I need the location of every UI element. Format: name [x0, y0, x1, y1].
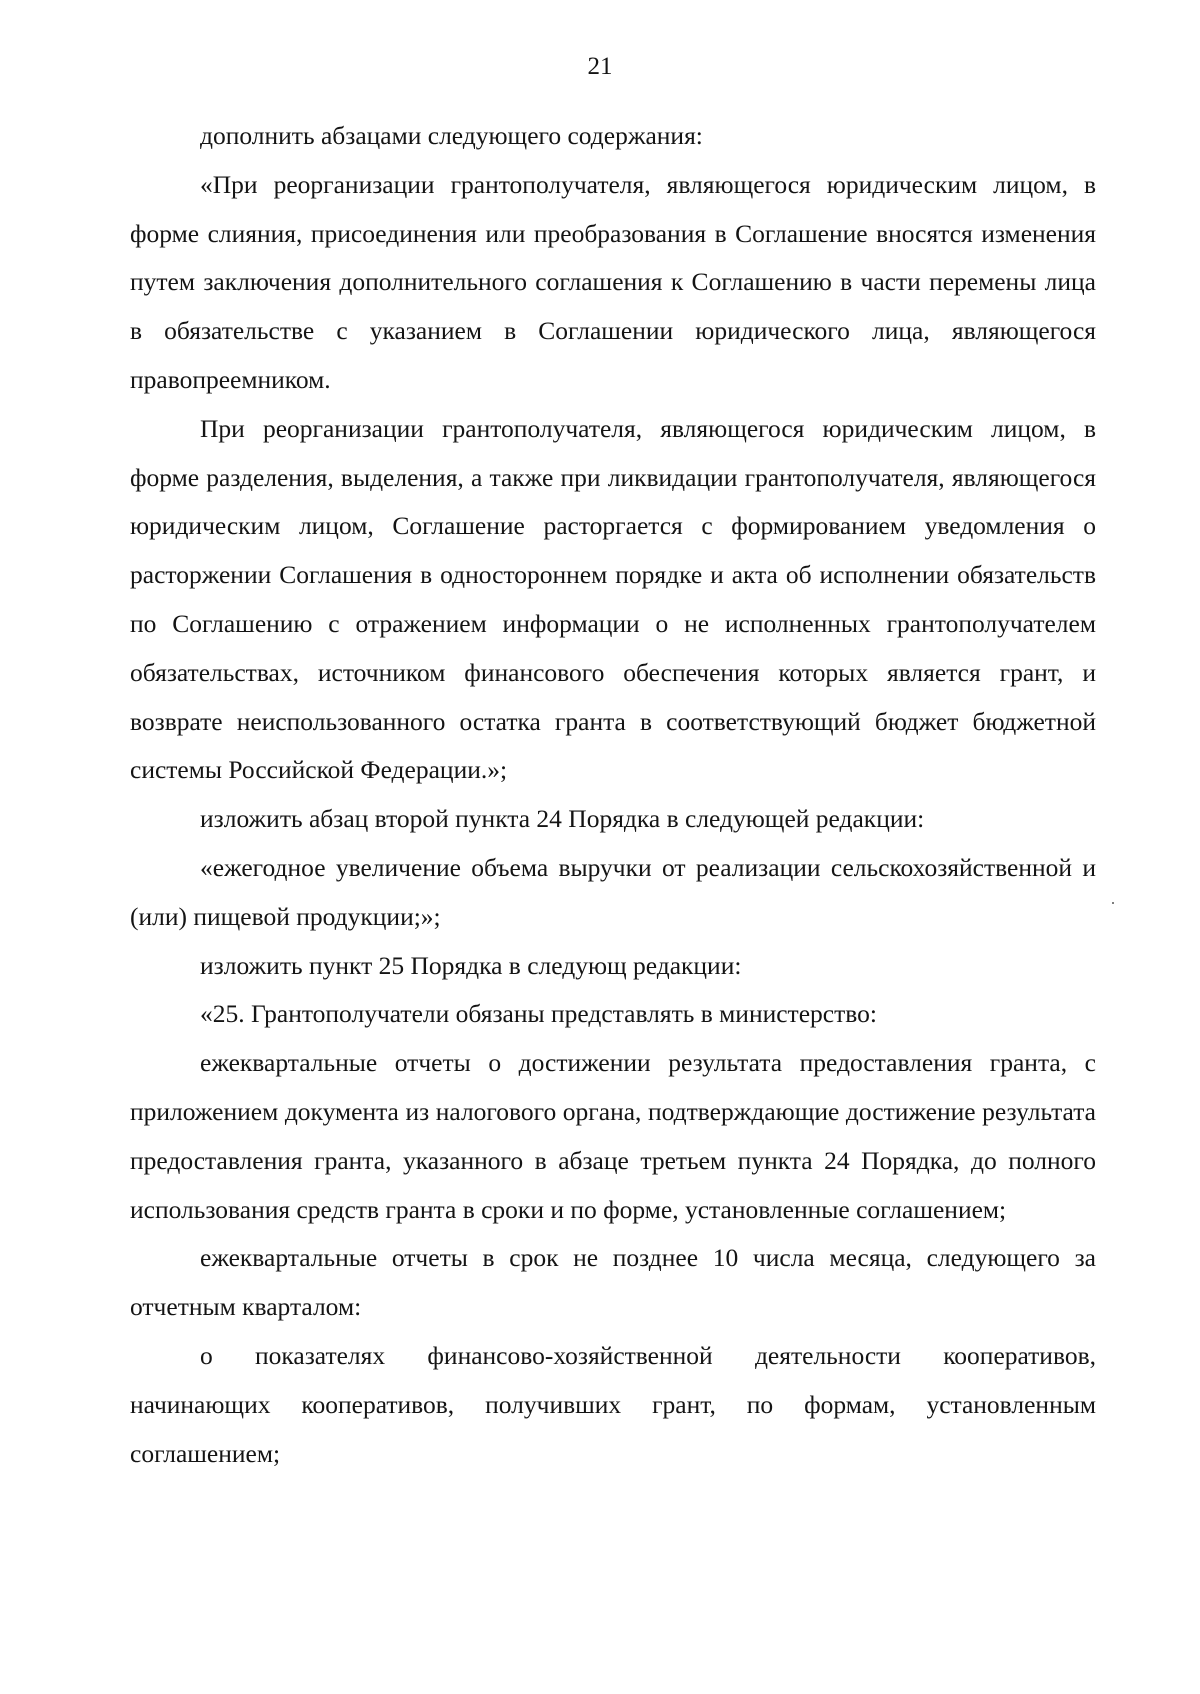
paragraph-amend-intro: дополнить абзацами следующего содержания:: [200, 121, 703, 150]
paragraph-item-25-heading: «25. Грантополучатели обязаны представлять в министерство:: [200, 999, 877, 1029]
paragraph-quarterly-deadline: ежеквартальные отчеты в срок не позднее 10 числа месяца, следующего за отчетным кварталом:: [130, 1243, 1096, 1322]
document-body: [130, 112, 1096, 1478]
paragraph-amend-item-25: изложить пункт 25 Порядка в следующ редакции:: [200, 950, 742, 980]
paragraph-reorganization-division: При реорганизации грантополучателя, являющегося юридическим лицом, в форме разделения, выделения, а также при ликвидации грантополучателя, являющегося юридическим лицом, Соглашение расторгается с формированием уведомления о расторжении Соглашения в одностороннем порядке и акта об исполнении обязательств по Соглашению с отражением информации о не исполненных грантополучателем обязательствах, источником финансового обеспечения которых является грант, и возврате неиспользованного остатка гранта в соответствующий бюджет бюджетной системы Российской Федерации.»;: [130, 413, 1096, 785]
paragraph-financial-indicators: о показателях финансово-хозяйственной деятельности кооперативов, начинающих кооперативов, получивших грант, по формам, установленным соглашением;: [130, 1340, 1096, 1468]
page-number: 21: [587, 53, 613, 80]
paragraph-quarterly-results: ежеквартальные отчеты о достижении результата предоставления гранта, с приложением документа из налогового органа, подтверждающие достижение результата предоставления гранта, указанного в абзаце третьем пункта 24 Порядка, до полного использования средств гранта в сроки и по форме, установленные соглашением;: [130, 1048, 1096, 1224]
paragraph-reorganization-merger: «При реорганизации грантополучателя, являющегося юридическим лицом, в форме слияния, присоединения или преобразования в Соглашение вносятся изменения путем заключения дополнительного соглашения к Соглашению в части перемены лица в обязательстве с указанием в Соглашении юридического лица, являющегося правопреемником.: [130, 169, 1096, 394]
paragraph-amend-item-24: изложить абзац второй пункта 24 Порядка в следующей редакции:: [200, 804, 925, 834]
paragraph-revenue-growth: «ежегодное увеличение объема выручки от реализации сельскохозяйственной и (или) пищевой продукции;»;: [130, 852, 1096, 931]
scan-dot-mark: [1112, 902, 1114, 904]
